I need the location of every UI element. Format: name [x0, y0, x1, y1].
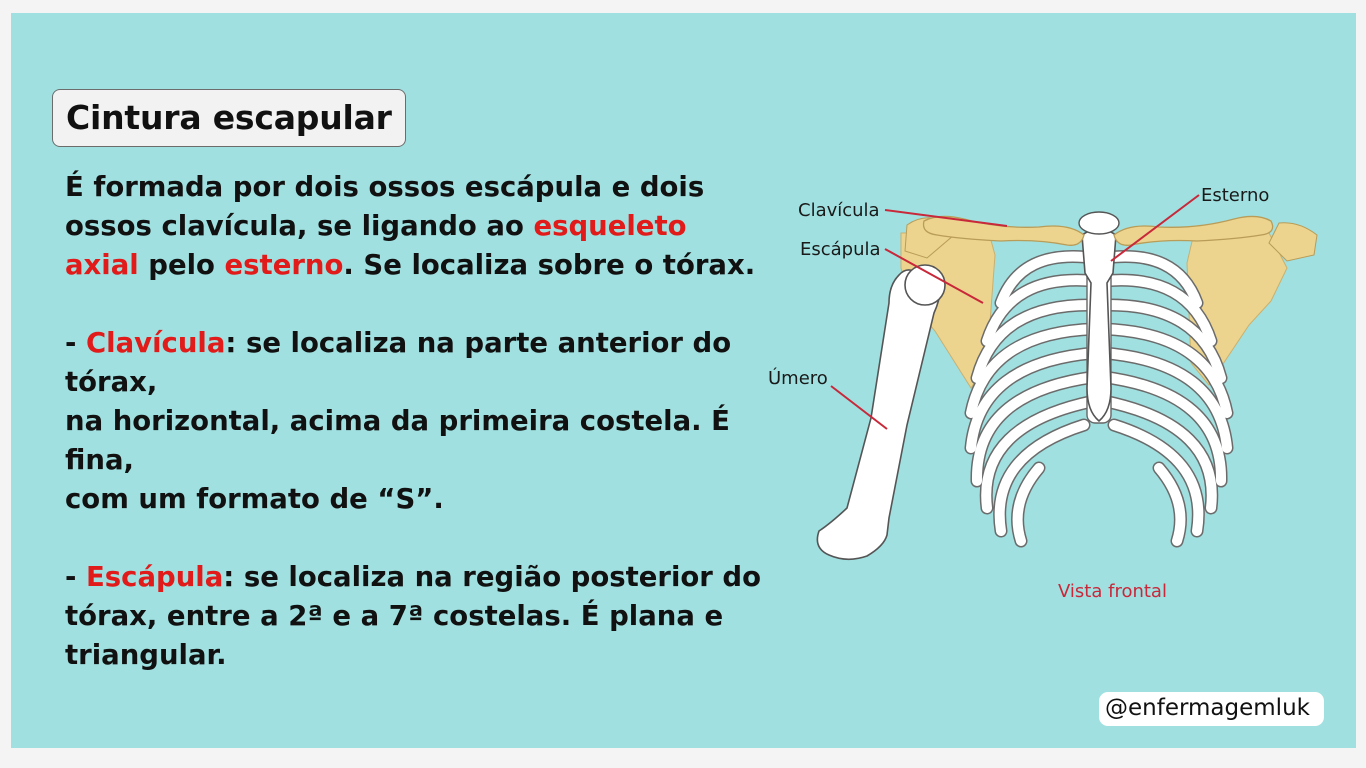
title-box: [52, 89, 406, 147]
clavicula-prefix: -: [65, 327, 86, 359]
escapula-prefix: -: [65, 561, 86, 593]
vertebra-top-shape: [1079, 212, 1119, 234]
clavicula-line-1: : se localiza na parte anterior do tórax,: [65, 327, 732, 398]
clavicula-line-2: na horizontal, acima da primeira costela. É fina,: [65, 405, 730, 476]
social-handle-badge: [1099, 692, 1324, 726]
label-clavicula: Clavícula: [798, 200, 880, 221]
clavicula-paragraph: [65, 324, 765, 402]
intro-text-2: pelo: [138, 249, 225, 281]
label-escapula: Escápula: [800, 239, 881, 260]
highlight-esterno: esterno: [224, 249, 344, 281]
intro-text-1: É formada por dois ossos escápula e dois ossos clavícula, se ligando ao: [65, 171, 705, 242]
body-text: [65, 168, 765, 675]
intro-text-3: . Se localiza sobre o tórax.: [343, 249, 756, 281]
shoulder-girdle-diagram: [739, 163, 1339, 603]
label-esterno: Esterno: [1201, 185, 1270, 206]
slide: [11, 13, 1356, 748]
escapula-text: : se localiza na região posterior do tórax, entre a 2ª e a 7ª costelas. É plana e triangular.: [65, 561, 761, 671]
humerus-shape: [817, 270, 940, 559]
social-handle: @enfermagemluk: [1105, 695, 1310, 721]
escapula-term: Escápula: [86, 561, 224, 593]
label-umero: Úmero: [768, 368, 828, 389]
diagram-caption: Vista frontal: [1058, 581, 1167, 602]
intro-paragraph: [65, 168, 765, 285]
page-title: Cintura escapular: [66, 98, 392, 137]
highlight-esqueleto-axial: esqueleto axial: [65, 210, 687, 281]
clavicula-line-3: com um formato de “S”.: [65, 483, 444, 515]
clavicula-term: Clavícula: [86, 327, 226, 359]
escapula-paragraph: [65, 558, 765, 675]
